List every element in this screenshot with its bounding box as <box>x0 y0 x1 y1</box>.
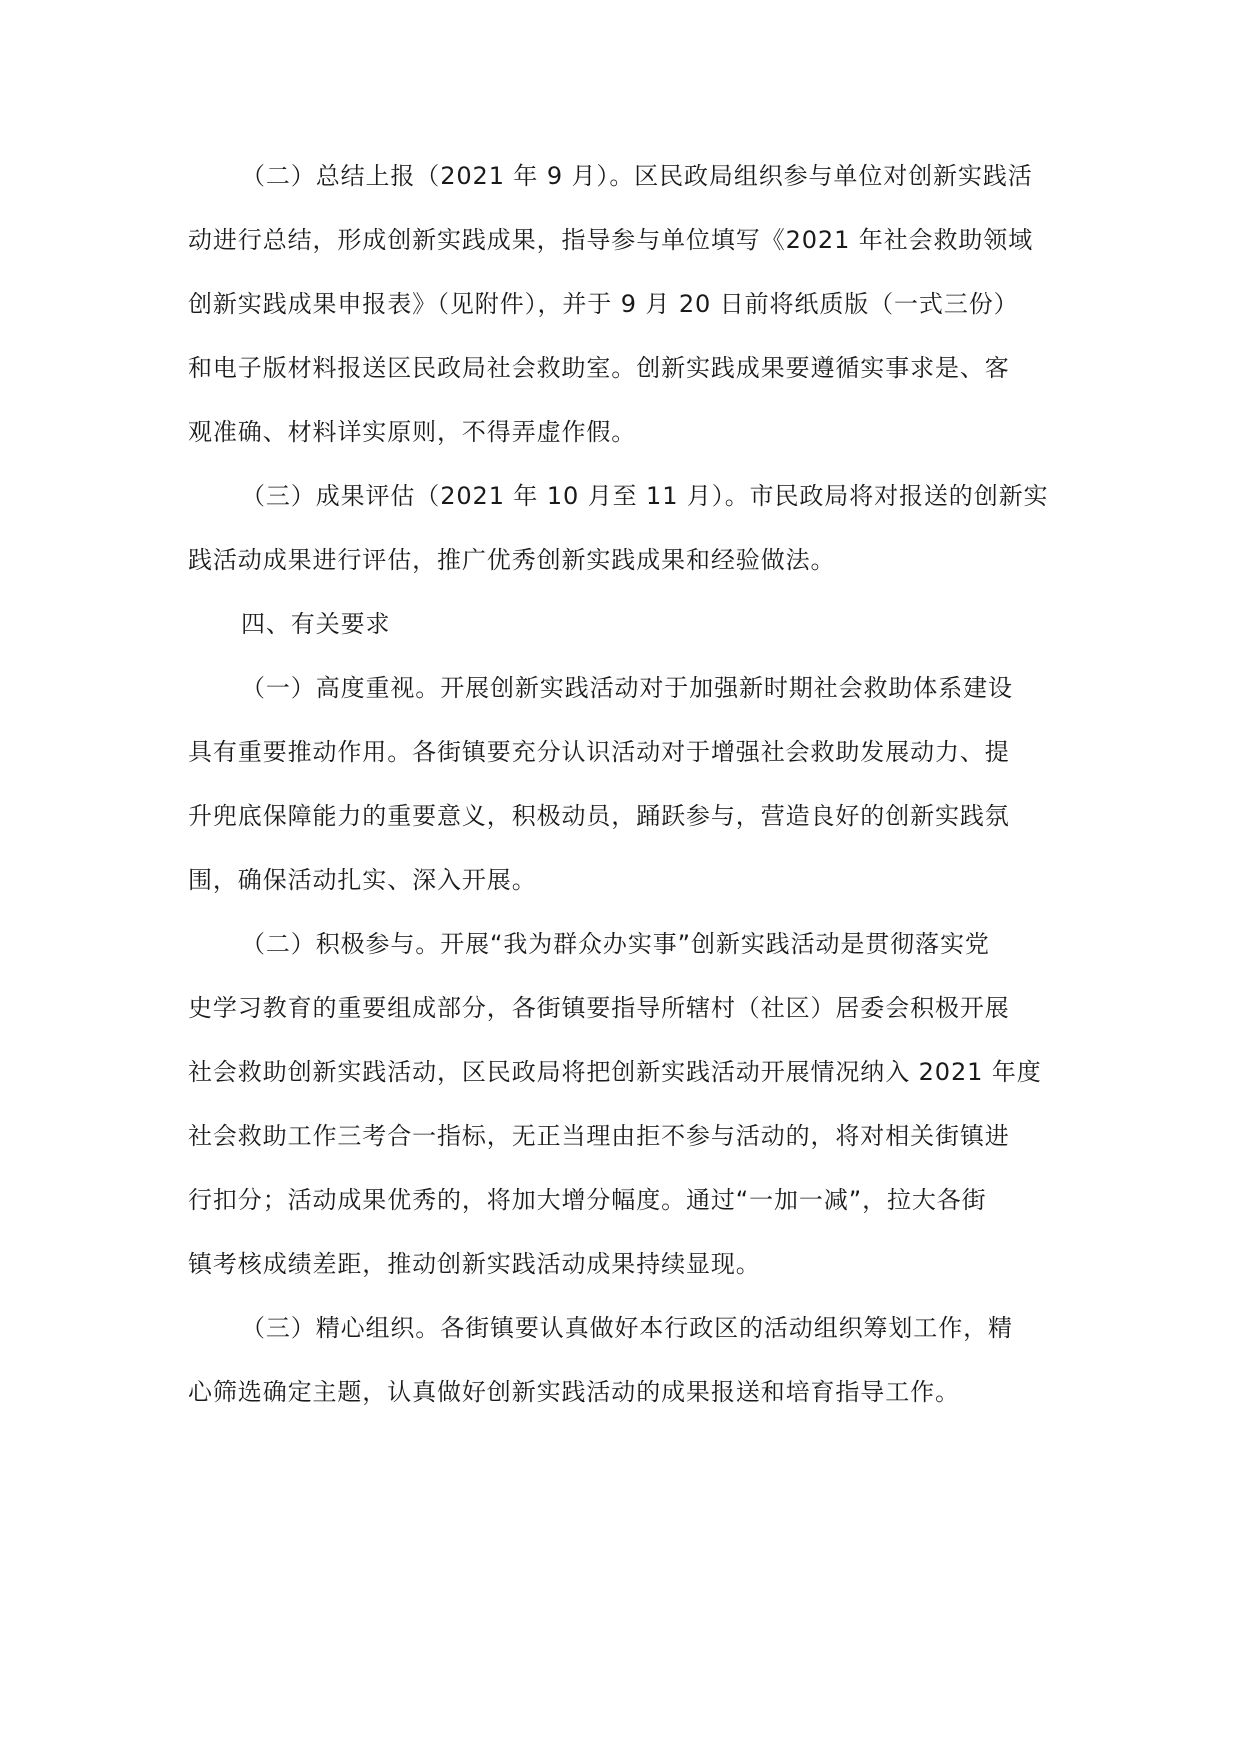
paragraph-line: （二）总结上报（2021 年 9 月）。区民政局组织参与单位对创新实践活 <box>241 162 1033 190</box>
section-heading-requirements <box>188 604 1050 644</box>
paragraph-line: （三）成果评估（2021 年 10 月至 11 月）。市民政局将对报送的创新实 <box>241 482 1049 510</box>
section-heading: 四、有关要求 <box>241 610 391 638</box>
paragraph-line: （三）精心组织。各街镇要认真做好本行政区的活动组织筹划工作，精 <box>241 1314 1013 1342</box>
paragraph-line: 升兜底保障能力的重要意义，积极动员，踊跃参与，营造良好的创新实践氛 <box>188 802 1010 830</box>
paragraph-line: 围，确保活动扎实、深入开展。 <box>188 866 537 894</box>
paragraph-line: 践活动成果进行评估，推广优秀创新实践成果和经验做法。 <box>188 546 836 574</box>
paragraph-result-evaluation <box>188 476 1050 580</box>
paragraph-line: 具有重要推动作用。各街镇要充分认识活动对于增强社会救助发展动力、提 <box>188 738 1010 766</box>
paragraph-line: 和电子版材料报送区民政局社会救助室。创新实践成果要遵循实事求是、客 <box>188 354 1010 382</box>
paragraph-line: 观准确、材料详实原则，不得弄虚作假。 <box>188 418 637 446</box>
paragraph-line: 社会救助工作三考合一指标，无正当理由拒不参与活动的，将对相关街镇进 <box>188 1122 1010 1150</box>
paragraph-careful-organization <box>188 1308 1050 1412</box>
paragraph-summary-report <box>188 156 1050 452</box>
paragraph-active-participation <box>188 924 1050 1284</box>
paragraph-line: （一）高度重视。开展创新实践活动对于加强新时期社会救助体系建设 <box>241 674 1013 702</box>
paragraph-line: 动进行总结，形成创新实践成果，指导参与单位填写《2021 年社会救助领域 <box>188 226 1034 254</box>
paragraph-line: 社会救助创新实践活动，区民政局将把创新实践活动开展情况纳入 2021 年度 <box>188 1058 1042 1086</box>
paragraph-line: 镇考核成绩差距，推动创新实践活动成果持续显现。 <box>188 1250 761 1278</box>
paragraph-line: 行扣分；活动成果优秀的，将加大增分幅度。通过“一加一减”，拉大各街 <box>188 1186 987 1214</box>
paragraph-line: （二）积极参与。开展“我为群众办实事”创新实践活动是贯彻落实党 <box>241 930 990 958</box>
paragraph-line: 史学习教育的重要组成部分，各街镇要指导所辖村（社区）居委会积极开展 <box>188 994 1010 1022</box>
paragraph-line: 创新实践成果申报表》（见附件），并于 9 月 20 日前将纸质版（一式三份） <box>188 290 1019 318</box>
document-body <box>188 156 1050 1436</box>
paragraph-high-priority <box>188 668 1050 900</box>
paragraph-line: 心筛选确定主题，认真做好创新实践活动的成果报送和培育指导工作。 <box>188 1378 960 1406</box>
